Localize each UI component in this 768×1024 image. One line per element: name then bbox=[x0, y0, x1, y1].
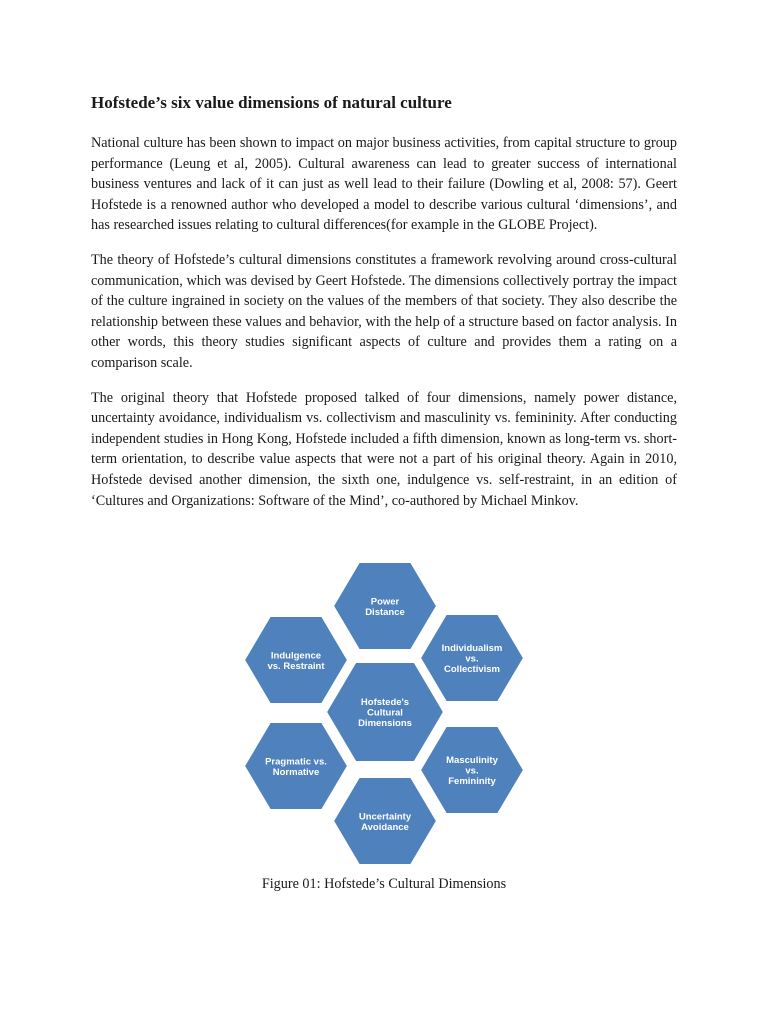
document-body bbox=[91, 92, 677, 525]
hexagon-indulgence bbox=[244, 616, 348, 704]
hexagon-individualism-label-line: vs. bbox=[465, 653, 479, 665]
hexagon-individualism-label-line: Individualism bbox=[441, 643, 503, 654]
hexagon-indulgence-label-line: Indulgence bbox=[270, 650, 322, 662]
paragraph-3: The original theory that Hofstede proposed talked of four dimensions, namely power distance, uncertainty avoidance, individualism vs. collectivism and masculinity vs. femininity. After conducting independent studies in Hong Kong, Hofstede included a fifth dimension, known as long-term vs. short-term orientation, to describe value aspects that were not a part of his original theory. Again in 2010, Hofstede devised another dimension, the sixth one, indulgence vs. self-restraint, in an edition of ‘Cultures and Organizations: Software of the Mind’, co-authored by Michael Minkov. bbox=[91, 389, 677, 509]
hexagon-masculinity bbox=[420, 726, 524, 814]
page-title: Hofstede’s six value dimensions of natural culture bbox=[91, 93, 452, 112]
hexagon-uncertainty bbox=[333, 777, 437, 865]
center-hexagon-label-line: Hofstede's bbox=[360, 697, 410, 708]
hexagon-masculinity-label-line: Femininity bbox=[448, 776, 496, 787]
center-hexagon-label-line: Cultural bbox=[367, 707, 403, 719]
hexagon-individualism bbox=[420, 614, 524, 702]
center-hexagon bbox=[326, 662, 444, 762]
paragraph-1: National culture has been shown to impact on major business activities, from capital structure to group performance (Leung et al, 2005). Cultural awareness can lead to greater success of international business ventures and lack of it can just as well lead to their failure (Dowling et al, 2008: 57). Geert Hofstede is a renowned author who developed a model to describe various cultural ‘dimensions’, and has researched issues relating to cultural differences(for example in the GLOBE Project). bbox=[91, 135, 677, 234]
hexagon-masculinity-label-line: vs. bbox=[465, 765, 479, 777]
hofstede-diagram bbox=[240, 556, 530, 866]
hexagon-uncertainty-label-line: Uncertainty bbox=[358, 811, 412, 823]
hexagon-uncertainty-label-line: Avoidance bbox=[361, 821, 409, 833]
hexagon-diagram-svg bbox=[240, 556, 530, 866]
center-hexagon-label-line: Dimensions bbox=[358, 718, 412, 729]
hexagon-power-distance-label-line: Power bbox=[370, 596, 400, 608]
hexagon-masculinity-label-line: Masculinity bbox=[446, 755, 498, 766]
hexagon-individualism-label-line: Collectivism bbox=[444, 664, 500, 675]
hexagon-pragmatic-label-line: Pragmatic vs. bbox=[265, 756, 327, 768]
hexagon-power-distance-label-line: Distance bbox=[365, 606, 405, 618]
hexagon-power-distance bbox=[333, 562, 437, 650]
hexagon-pragmatic bbox=[244, 722, 348, 810]
paragraph-2: The theory of Hofstede’s cultural dimensions constitutes a framework revolving around cross-cultural communication, which was devised by Geert Hofstede. The dimensions collectively portray the impact of the culture ingrained in society on the values of the members of that society. They also describe the relationship between these values and behavior, with the help of a structure based on factor analysis. In other words, this theory studies significant aspects of culture and provides them a rating on a comparison scale. bbox=[91, 251, 677, 371]
figure-caption: Figure 01: Hofstede’s Cultural Dimensions bbox=[261, 876, 507, 892]
hexagon-indulgence-label-line: vs. Restraint bbox=[267, 660, 325, 672]
hexagon-pragmatic-label-line: Normative bbox=[272, 766, 320, 778]
